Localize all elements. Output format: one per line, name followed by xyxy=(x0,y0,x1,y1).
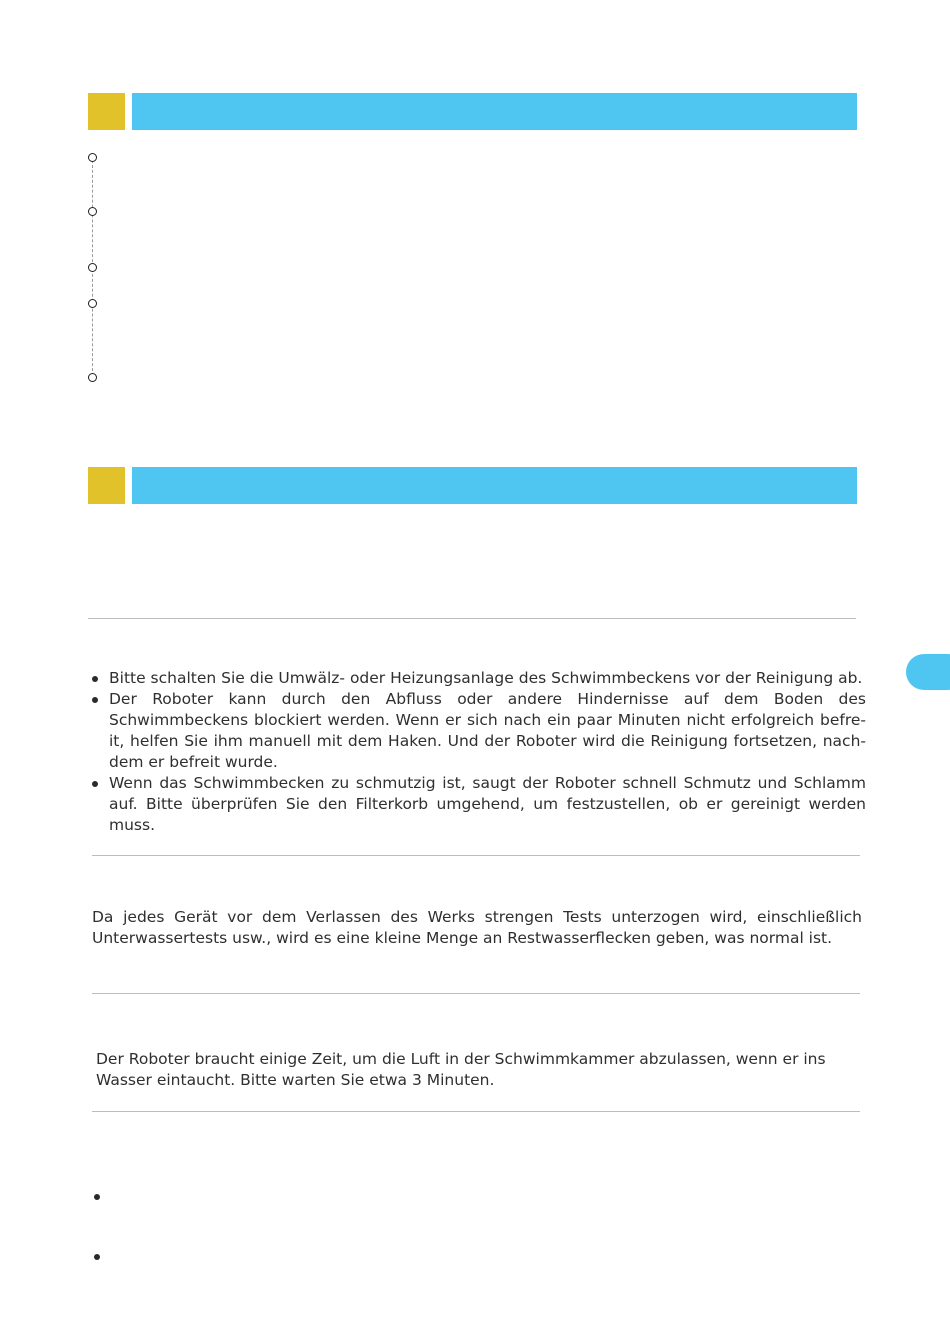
timeline-dot xyxy=(88,299,97,308)
air-release-paragraph: Der Roboter braucht einige Zeit, um die Luft in der Schwimmkammer abzulassen, wenn er ins Wasser eintaucht. Bitte warten Sie etwa 3 Minuten. xyxy=(96,1050,826,1089)
list-item xyxy=(88,773,866,836)
bullet-icon xyxy=(92,697,98,703)
bullet-icon xyxy=(94,1194,100,1200)
list-item xyxy=(88,689,866,773)
residual-water-paragraph: Da jedes Gerät vor dem Verlassen des Werks strengen Tests unterzogen wird, einschließlich Unterwassertests usw., wird es eine kleine Menge an Restwasserflecken geben, was normal ist. xyxy=(92,908,862,947)
divider xyxy=(92,855,860,856)
bullet-icon xyxy=(94,1254,100,1260)
divider xyxy=(88,618,856,619)
section-1-marker xyxy=(88,93,125,130)
bullet-icon xyxy=(92,676,98,682)
bullet-icon xyxy=(92,781,98,787)
tip-text: Der Roboter kann durch den Abfluss oder andere Hindernisse auf dem Boden des Schwimmbeckens blockiert werden. Wenn er sich nach ein paar Minuten nicht erfolgreich befre-it, helfen Sie ihm manuell mit dem Haken. Und der Roboter wird die Reinigung fortsetzen, nach-dem er befreit wurde. xyxy=(109,690,866,771)
section-2-header-bar xyxy=(132,467,857,504)
chapter-side-tab xyxy=(906,654,950,690)
section-2-marker xyxy=(88,467,125,504)
timeline-dot xyxy=(88,263,97,272)
divider xyxy=(92,993,860,994)
list-item xyxy=(88,668,866,689)
divider xyxy=(92,1111,860,1112)
tips-list xyxy=(88,668,866,836)
tip-text: Wenn das Schwimmbecken zu schmutzig ist, saugt der Roboter schnell Schmutz und Schlamm auf. Bitte überprüfen Sie den Filterkorb umgehend, um festzustellen, ob er gereinigt werden muss. xyxy=(109,774,866,834)
timeline-dot xyxy=(88,153,97,162)
tip-text: Bitte schalten Sie die Umwälz- oder Heizungsanlage des Schwimmbeckens vor der Reinigung ab. xyxy=(109,669,863,687)
timeline-dot xyxy=(88,207,97,216)
timeline-dot xyxy=(88,373,97,382)
section-1-header-bar xyxy=(132,93,857,130)
